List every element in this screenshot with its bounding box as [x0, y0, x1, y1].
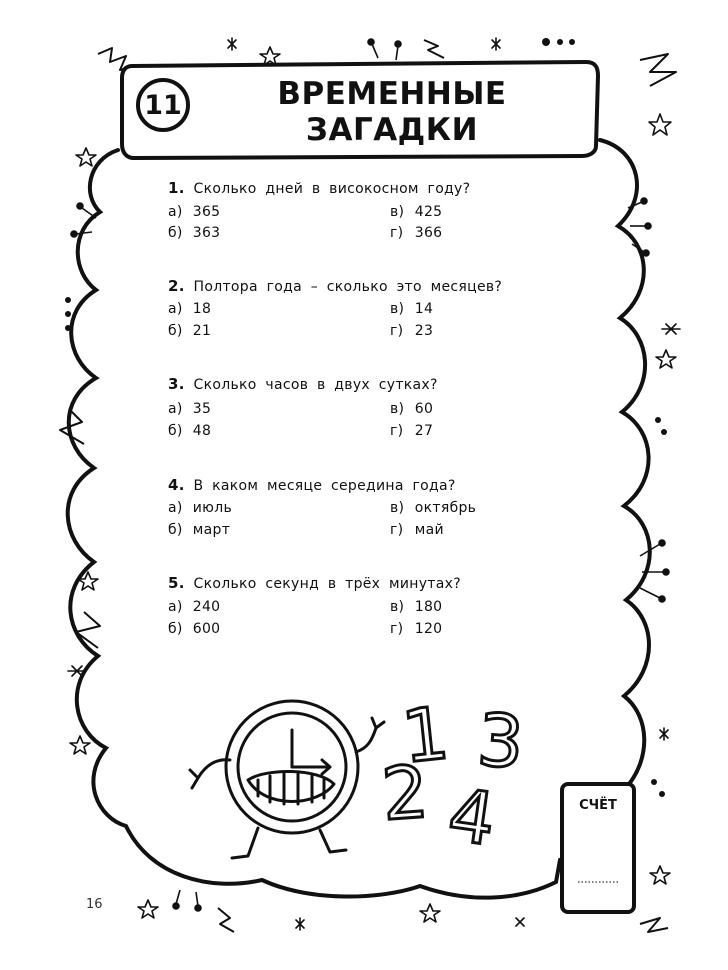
title-line-2: ЗАГАДКИ: [305, 112, 479, 148]
option-b: б) 363: [168, 225, 221, 241]
option-v: в) октябрь: [390, 500, 477, 516]
score-box: [562, 784, 634, 912]
option-a: а) июль: [168, 500, 233, 516]
clock-left-leg: [232, 828, 258, 858]
question-2: [168, 277, 503, 339]
page-title: [192, 76, 592, 148]
digit-2: 2: [379, 749, 431, 837]
question-text: В каком месяце середина года?: [193, 478, 456, 494]
outlined-digits: [379, 691, 526, 862]
option-a: а) 365: [168, 204, 221, 220]
question-text: Сколько секунд в трёх минутах?: [193, 576, 461, 592]
question-text: Сколько часов в двух сутках?: [193, 377, 438, 393]
option-b: б) 21: [168, 323, 212, 339]
question-5: [168, 574, 498, 637]
option-b: б) март: [168, 522, 231, 538]
page-number: 16: [86, 897, 103, 912]
question-3: [168, 375, 498, 439]
option-a: а) 240: [168, 599, 221, 615]
clock-right-leg: [320, 830, 346, 852]
option-v: в) 60: [390, 401, 434, 417]
option-b: б) 600: [168, 621, 221, 637]
question-1: [168, 179, 498, 241]
title-line-1: ВРЕМЕННЫЕ: [277, 76, 507, 112]
clock-character: [190, 701, 384, 858]
question-text: Полтора года – сколько это месяцев?: [193, 279, 503, 295]
option-a: а) 18: [168, 301, 212, 317]
digit-3: 3: [474, 697, 527, 785]
question-number: 4.: [168, 476, 185, 494]
chapter-badge: 11: [136, 78, 190, 132]
option-g: г) 120: [390, 621, 443, 637]
score-label: СЧЁТ: [579, 798, 617, 813]
question-4: [168, 476, 498, 538]
clock-right-arm: [356, 718, 384, 752]
option-g: г) май: [390, 522, 444, 538]
title-banner-content: [122, 60, 598, 155]
question-text: Сколько дней в високосном году?: [193, 181, 471, 197]
option-b: б) 48: [168, 423, 212, 439]
option-v: в) 425: [390, 204, 443, 220]
option-g: г) 23: [390, 323, 434, 339]
clock-left-arm: [190, 760, 230, 788]
question-number: 1.: [168, 179, 185, 197]
question-number: 3.: [168, 375, 185, 393]
pin-decorations: [71, 39, 669, 911]
digit-1: 1: [398, 690, 453, 780]
question-number: 2.: [168, 277, 185, 295]
question-number: 5.: [168, 574, 185, 592]
option-a: а) 35: [168, 401, 212, 417]
option-v: в) 14: [390, 301, 434, 317]
option-g: г) 27: [390, 423, 434, 439]
option-v: в) 180: [390, 599, 443, 615]
option-g: г) 366: [390, 225, 443, 241]
digit-4: 4: [443, 772, 501, 862]
